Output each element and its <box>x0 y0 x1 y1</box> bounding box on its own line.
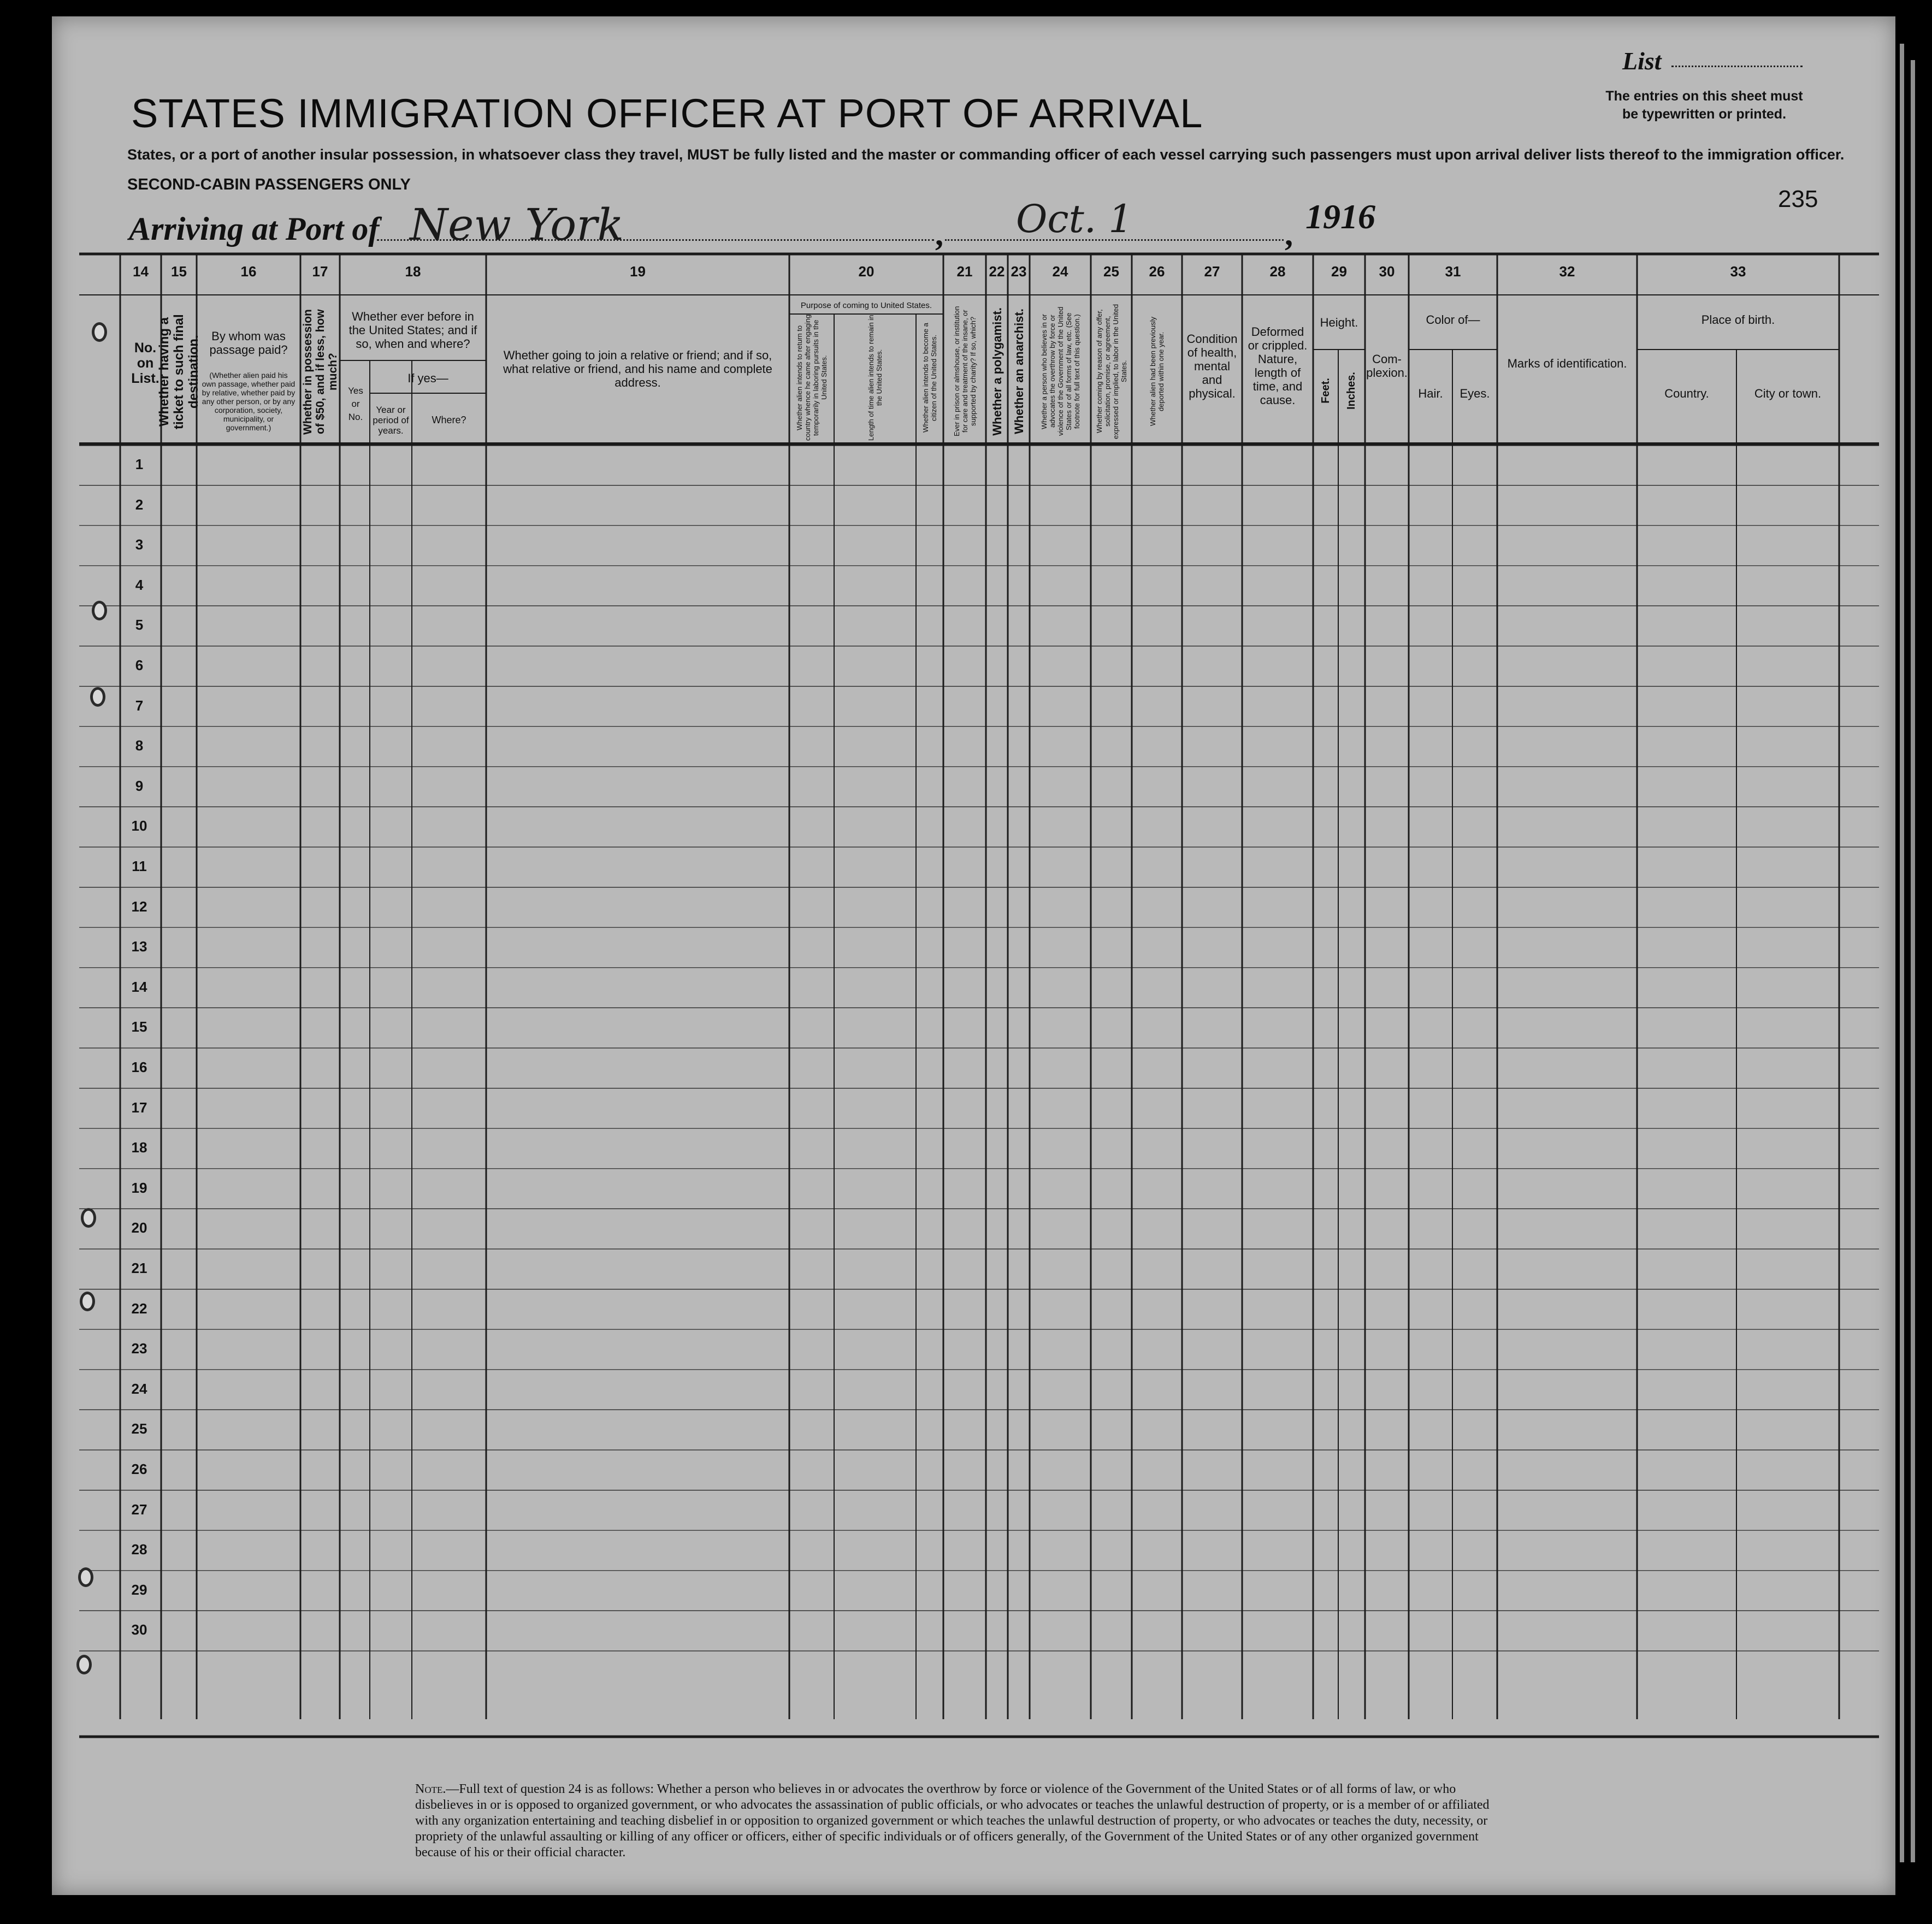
header-deported: Whether alien had been previously deported within one year. <box>1149 316 1165 427</box>
header-before-in-us: Whether ever before in the United States; and if so, when and where? <box>348 309 477 351</box>
header-inches: Inches. <box>1345 371 1357 410</box>
header-color-of: Color of— <box>1426 312 1480 327</box>
header-country: Country. <box>1664 386 1709 400</box>
row-number: 30 <box>131 1621 147 1638</box>
header-eyes: Eyes. <box>1460 386 1490 400</box>
row-number: 3 <box>135 536 144 553</box>
row-number: 16 <box>131 1059 147 1075</box>
col-number: 31 <box>1445 263 1461 280</box>
row-number: 21 <box>131 1260 147 1276</box>
punch-hole <box>81 1208 96 1228</box>
row-number: 7 <box>135 697 144 714</box>
col-number: 25 <box>1103 263 1119 280</box>
header-join-relative: Whether going to join a relative or friend; and if so, what relative or friend, and his name and complete address. <box>503 348 772 389</box>
row-number: 24 <box>131 1380 147 1397</box>
row-number: 1 <box>135 456 144 472</box>
header-labor-offer: Whether coming by reason of any offer, solicitation, promise, or agreement, expressed or implied, to labor in the United States. <box>1095 304 1128 439</box>
arrival-port-label: Arriving at Port of <box>129 211 380 247</box>
header-polygamist: Whether a polygamist. <box>990 307 1004 436</box>
col-number: 19 <box>630 263 646 280</box>
row-number: 19 <box>131 1179 147 1196</box>
col-number: 33 <box>1730 263 1746 280</box>
header-purpose-title: Purpose of coming to United States. <box>800 301 932 310</box>
col-number: 20 <box>858 263 875 280</box>
row-number: 18 <box>131 1139 147 1156</box>
header-if-yes: If yes— <box>407 371 448 385</box>
instruction-note: The entries on this sheet must be typewritten or printed. <box>1605 88 1803 122</box>
row-number: 9 <box>135 777 144 794</box>
header-prison-almshouse: Ever in prison or almshouse, or institution for care and treatment of the insane, or supported by charity? If so, which? <box>952 306 977 437</box>
col-number: 23 <box>1011 263 1027 280</box>
punch-hole <box>92 601 107 620</box>
header-passage-paid-note: (Whether alien paid his own passage, whether paid by relative, whether paid by any other person, or by any corporation, society, municipality, or government.) <box>202 371 296 432</box>
header-ticket: Whether having a ticket to such final destination. <box>157 314 201 430</box>
arrival-port-value: New York <box>410 199 624 250</box>
header-anarchist: Whether an anarchist. <box>1012 309 1026 434</box>
header-where: Where? <box>432 415 466 425</box>
punch-hole <box>76 1655 92 1674</box>
page-number: 235 <box>1778 186 1818 212</box>
header-place-of-birth: Place of birth. <box>1701 312 1775 327</box>
comma: , <box>1285 216 1293 252</box>
row-number: 13 <box>131 938 147 955</box>
col-number: 15 <box>171 263 187 280</box>
header-deformed: Deformed or crippled. Nature, length of time, and cause. <box>1248 325 1308 407</box>
punch-hole <box>80 1292 95 1311</box>
row-number: 11 <box>132 858 147 874</box>
page-title: STATES IMMIGRATION OFFICER AT PORT OF ARRIVAL <box>131 91 1203 136</box>
col-number: 16 <box>240 263 257 280</box>
arrival-year: 1916 <box>1305 197 1375 236</box>
row-number: 22 <box>131 1300 147 1317</box>
row-number: 14 <box>131 978 147 995</box>
col-number: 24 <box>1052 263 1068 280</box>
col-number: 28 <box>1269 263 1286 280</box>
list-label: List <box>1622 47 1662 75</box>
header-health: Condition of health, mental and physical. <box>1186 331 1238 400</box>
header-purpose-return: Whether alien intends to return to country whence he came after engaging temporarily in laboring pursuits in the United States. <box>795 314 828 441</box>
header-height: Height. <box>1320 315 1358 329</box>
col-number: 30 <box>1379 263 1395 280</box>
law-text: States, or a port of another insular possession, in whatsoever class they travel, MUST be fully listed and the master or commanding officer of each vessel carrying such passengers must upon arrival deliver lists thereof to the immigration officer. <box>127 146 1845 163</box>
comma: , <box>935 216 943 252</box>
punch-hole <box>78 1567 93 1587</box>
header-yes-no: Yes or No. <box>348 386 363 422</box>
header-overthrow: Whether a person who believes in or advocates the overthrow by force or violence of the Government of the United States or of all forms of law, etc. (See footnote for full text of this question.) <box>1039 306 1081 436</box>
col-number: 18 <box>405 263 421 280</box>
row-number: 5 <box>135 617 144 634</box>
row-number: 2 <box>135 496 144 513</box>
header-city: City or town. <box>1754 386 1822 400</box>
arrival-date-value: Oct. 1 <box>1016 197 1133 241</box>
header-passage-paid-title: By whom was passage paid? <box>209 329 288 357</box>
col-number: 17 <box>312 263 328 280</box>
row-number: 15 <box>131 1019 147 1035</box>
col-number: 22 <box>989 263 1005 280</box>
row-number: 20 <box>131 1219 147 1236</box>
cabin-class: SECOND-CABIN PASSENGERS ONLY <box>127 176 411 193</box>
row-number: 28 <box>131 1541 147 1558</box>
header-fifty-dollars: Whether in possession of $50, and if less, how much? <box>301 309 339 435</box>
punch-hole <box>90 687 105 707</box>
row-number: 12 <box>131 898 147 915</box>
row-number: 4 <box>135 576 144 593</box>
col-number: 29 <box>1331 263 1347 280</box>
row-number: 23 <box>131 1340 147 1357</box>
row-number: 6 <box>135 657 144 673</box>
row-number: 8 <box>135 737 144 754</box>
row-number: 25 <box>131 1420 147 1437</box>
footnote: Note.—Full text of question 24 is as follows: Whether a person who believes in or advocates the overthrow by force or violence of the Government of the United States or of all forms of law, or who disbelieves in or is opposed to organized government, or who advocates the assassination of public officials, or who advocates or teaches the unlawful destruction of property, or is a member of or affiliated with any organization entertaining and teaching disbelief in or opposition to organized government or which teaches the unlawful destruction of property, or who advocates or teaches the duty, necessity, or propriety of the unlawful assaulting or killing of any officer or officers, either of specific individuals or of officers generally, of the Government of the United States or of any other organized government because of his or their official character. <box>415 1782 1490 1860</box>
col-number: 14 <box>133 263 149 280</box>
header-complexion: Com-plexion. <box>1366 352 1408 380</box>
col-number: 32 <box>1559 263 1575 280</box>
row-number: 29 <box>131 1581 147 1598</box>
header-feet: Feet. <box>1319 377 1332 404</box>
row-number: 27 <box>131 1501 147 1518</box>
col-number: 27 <box>1204 263 1220 280</box>
header-year-period: Year or period of years. <box>373 404 409 436</box>
row-number: 10 <box>131 818 147 834</box>
header-hair: Hair. <box>1418 386 1443 400</box>
header-purpose-citizen: Whether alien intends to become a citizen of the United States. <box>921 323 938 433</box>
header-no-on-list: No. on List. <box>131 340 159 386</box>
col-number: 26 <box>1149 263 1165 280</box>
col-number: 21 <box>956 263 973 280</box>
header-purpose-length: Length of time alien intends to remain in the United States. <box>867 315 883 441</box>
row-number: 26 <box>131 1461 147 1477</box>
header-marks: Marks of identification. <box>1507 356 1627 370</box>
row-number: 17 <box>131 1099 147 1116</box>
punch-hole <box>92 322 107 342</box>
